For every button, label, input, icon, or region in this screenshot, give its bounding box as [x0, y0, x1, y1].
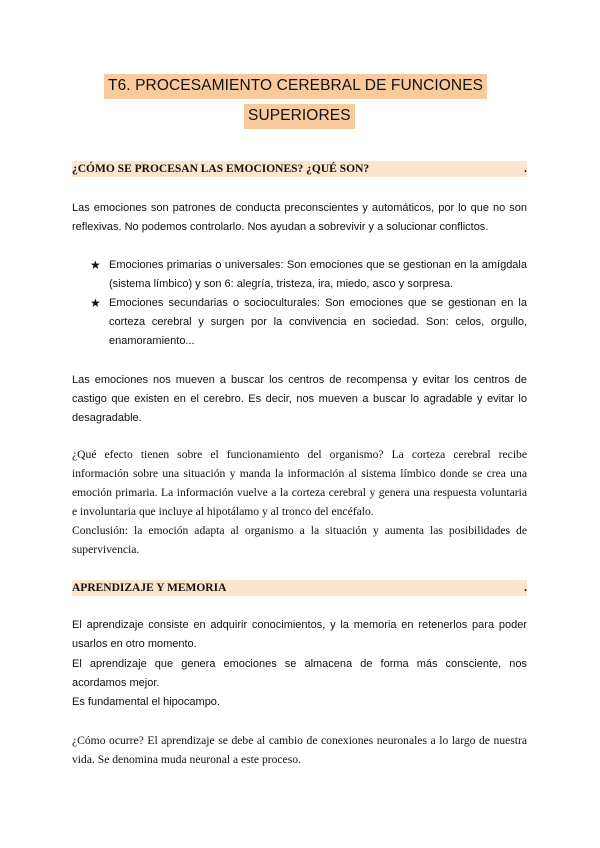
- list-item: [90, 256, 527, 294]
- emociones-efecto-paragraph: ¿Qué efecto tienen sobre el funcionamiento del organismo? La corteza cerebral recibe información sobre una situación y manda la información al sistema límbico donde se crea una emoción primaria. La información vuelve a la corteza cerebral y genera una respuesta voluntaria e involuntaria que incluye al hipotálamo y al tronco del encéfalo.: [72, 448, 527, 518]
- aprendizaje-como-ocurre-paragraph: ¿Cómo ocurre? El aprendizaje se debe al cambio de conexiones neuronales a lo largo de nuestra vida. Se denomina muda neuronal a este proceso.: [72, 734, 527, 766]
- section-heading-label: APRENDIZAJE Y MEMORIA: [72, 582, 227, 594]
- star-icon: ★: [90, 258, 101, 272]
- aprendizaje-hipocampo-paragraph: Es fundamental el hipocampo.: [72, 696, 220, 708]
- section-heading-end: .: [524, 163, 527, 175]
- section-heading-emociones: [72, 161, 527, 177]
- page-title-line-1: T6. PROCESAMIENTO CEREBRAL DE FUNCIONES: [104, 74, 487, 99]
- bullet-text: Emociones secundarias o socioculturales: Son emociones que se gestionan en la corteza cerebral y surgen por la convivencia en sociedad. Son: celos, orgullo, enamoramiento...: [109, 297, 527, 347]
- aprendizaje-emociones-paragraph: El aprendizaje que genera emociones se almacena de forma más consciente, nos acordamos mejor.: [72, 658, 527, 689]
- section-heading-end: .: [524, 582, 527, 594]
- emociones-recompensa-paragraph: Las emociones nos mueven a buscar los centros de recompensa y evitar los centros de castigo que existen en el cerebro. Es decir, nos mueven a buscar lo agradable y evitar lo desagradable.: [72, 374, 527, 424]
- star-icon: ★: [90, 296, 101, 310]
- list-item: [90, 294, 527, 351]
- section-heading-aprendizaje: [72, 580, 527, 596]
- emociones-intro: Las emociones son patrones de conducta preconscientes y automáticos, por lo que no son reflexivas. No podemos controlarlo. Nos ayudan a sobrevivir y a solucionar conflictos.: [72, 202, 527, 233]
- page-title-line-2: SUPERIORES: [244, 104, 355, 129]
- emociones-conclusion-paragraph: Conclusión: la emoción adapta al organismo a la situación y aumenta las posibilidades de supervivencia.: [72, 524, 527, 556]
- aprendizaje-definicion-paragraph: El aprendizaje consiste en adquirir conocimientos, y la memoria en retenerlos para poder usarlos en otro momento.: [72, 619, 527, 650]
- section-heading-label: ¿CÓMO SE PROCESAN LAS EMOCIONES? ¿QUÉ SON?: [72, 163, 370, 175]
- emociones-bullet-list: [90, 256, 527, 351]
- bullet-text: Emociones primarias o universales: Son emociones que se gestionan en la amígdala (sistema límbico) y son 6: alegría, tristeza, ira, miedo, asco y sorpresa.: [109, 259, 527, 290]
